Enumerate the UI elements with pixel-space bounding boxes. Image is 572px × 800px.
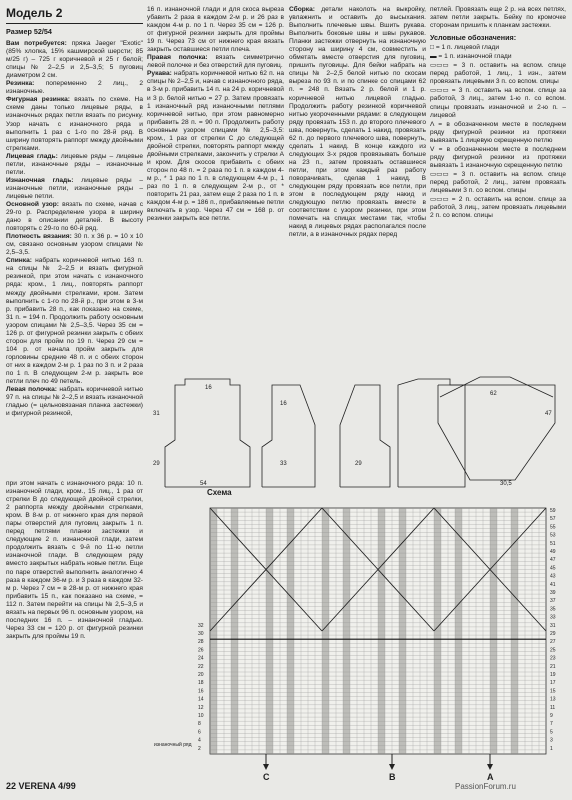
row-number: 17 xyxy=(550,680,556,687)
schema-chart xyxy=(150,496,566,781)
back-label-side-2: 29 xyxy=(153,461,160,467)
paragraph xyxy=(6,386,143,418)
paragraph-heading: Вам потребуется: xyxy=(6,40,67,48)
paragraph-text: попеременно 2 лиц., 2 изнаночные. xyxy=(6,80,143,96)
row-number: 37 xyxy=(550,598,556,605)
paragraph-text: пряжа Jaeger "Exotic" (85% хлопка, 15% кашмирской шерсти; 85 м/25 г) – 725 г коричневой и 25 г белой; спицы № 2–2,5 и 2,5–3,5; 5 пуговиц диаметром 2 см. xyxy=(6,40,143,80)
row-number: 25 xyxy=(550,647,556,654)
row-number: 49 xyxy=(550,549,556,555)
paragraph xyxy=(6,201,143,233)
row-number: 53 xyxy=(550,532,556,539)
legend-item: ▭▭▭ = 3 п. оставить на вспом. спице перед работой, 2 лиц., затем провязать лицевыми 3 п. со вспом. спицы xyxy=(430,170,566,194)
row-number: 11 xyxy=(550,704,556,711)
legend-item: V = в обозначенном месте в последнем ряду фигурной резинки из протяжки вывязать 1 изнаночную скрещенную петлю xyxy=(430,145,566,169)
paragraph xyxy=(6,96,143,152)
paragraph-text: петлей. Провязать еще 2 р. на всех петлях, затем петли закрыть. Бейку по кромочке сторонам пришить к планкам застежки. xyxy=(430,6,566,30)
row-number-left: 4 xyxy=(198,737,201,744)
body-pattern-outline xyxy=(398,379,465,487)
paragraph xyxy=(6,153,143,177)
paragraph-text: 30 п. x 36 р. = 10 x 10 см, связано основным узором спицами № 2,5–3,5. xyxy=(6,233,143,257)
back-label-top: 16 xyxy=(205,385,212,391)
row-number: 29 xyxy=(550,631,556,637)
legend-item: ▭▭▭ = 3 п. оставить на вспом. спице за работой, 3 лиц., затем 1-ю п. со вспом. спицы провязать изнаночной и 2-ю п. – лицевой xyxy=(430,87,566,119)
paragraph-heading: Спинка: xyxy=(6,257,32,265)
paragraph-heading: Плотность вязания: xyxy=(6,233,72,241)
row-number: 45 xyxy=(550,565,556,572)
row-number-left: 18 xyxy=(198,680,204,687)
row-number-left: 10 xyxy=(198,713,204,719)
text-column-3 xyxy=(289,6,426,378)
paragraph-text: вязать по схеме, начав с 29-го р. Распределение узора в ширину дано в описании деталей. В высоту повторять с 29-го по 60-й ряд. xyxy=(6,200,143,233)
front-label-side: 33 xyxy=(280,461,287,467)
row-number: 7 xyxy=(550,721,553,728)
legend-item: Λ = в обозначенном месте в последнем ряду фигурной резинки из протяжки вывязать 1 лицевую скрещенную петлю xyxy=(430,120,566,144)
legend-item: ▭▭▭ = 3 п. оставить на вспом. спице перед работой, 1 лиц., 1 изн., затем провязать лицевыми 3 п. со вспом. спицы xyxy=(430,62,566,86)
pattern-diagrams xyxy=(150,375,566,490)
instructions-part-2 xyxy=(147,6,284,223)
paragraph-text: 16 п. изнаночной глади и для скоса выреза убавить 2 раза в каждом 2-м р. и 26 раз в каждом 4-м р. по 1 п. Через 35 см = 126 р. от фигурной резинки закрыть для проймы 19 п. Через 73 см от нижнего края вязать закрыть оставшиеся петли плеча. xyxy=(147,6,284,54)
paragraph-text: набрать коричневой нитью 163 п. на спицы № 2–2,5 и вязать фигурной резинкой, при этом начать с изнаночного ряда: кром., 1 лиц., повторять раппорт между двойными стрелками, кром. Затем выполнить с 1-го по 28-й р., при этом в 3-м р. прибавить 28 п., как показано на схеме, 31 п. = 194 п. Продолжить работу основным узором спицами № 2,5–3,5. Через 35 см = 126 р. от фигурной резинки закрыть с обеих сторон для пройм по 19 п. Через 29 см = 104 р. от начала пройм закрыть для горловины средние 48 п. и с обеих сторон от них в каждом 2-м р. 1 раз по 3 п. и 2 раза по 1 п. В следующем 2-м р. закрыть все петли плеч по 49 петель. xyxy=(6,257,143,386)
row-number: 9 xyxy=(550,713,553,719)
paragraph-text: набрать коричневой нитью 97 п. на спицы № 2–2,5 и вязать изнаночной гладью (= цельновязаная планка застежки) и фигурной резинкой, xyxy=(6,386,143,418)
row-number: 35 xyxy=(550,606,556,613)
paragraph-text: набрать коричневой нитью 62 п. на спицы № 2–2,5 и, начав с изнаночного ряда, в 3-м р. прибавить 14 п. на 24 р. коричневой и 3 р. белой нитью = 27 р. Затем провязать 1 изнаночный ряд изнаночными петлями коричневой нитью, при этом равномерно прибавить 28 п. = 90 п. Продолжить работу основным узором спицами № 2,5–3,5: кром., 1 раз от стрелки C до следующей двойной стрелки, повторять раппорт между двойными стрелками, закончить у стрелки A и кром. Для скосов прибавить с обеих сторон по 48 п. = 2 раза по 1 п. в каждом 4-м р., * 1 раз по 1 п. в следующем 4-м р., 1 раз по 1 п. в следующем 2-м р., от * повторить 21 раз, затем еще 2 раза по 1 п. в каждом 4-м р. = 186 п., прибавляемые петли включать в узор. Через 47 см = 168 р. от резинки закрыть все петли. xyxy=(147,70,284,223)
paragraph xyxy=(6,80,143,96)
paragraph-heading: Фигурная резинка: xyxy=(6,96,70,104)
paragraph xyxy=(6,233,143,257)
text-column-4 xyxy=(430,6,566,378)
model-size: Размер 52/54 xyxy=(6,27,52,36)
row-number-left: 22 xyxy=(198,663,204,670)
arrow-head xyxy=(487,764,493,770)
row-number: 33 xyxy=(550,614,556,621)
paragraph-text: при этом начать с изнаночного ряда: 10 п. изнаночной глади, кром., 15 лиц., 1 раз от стрелки B до следующей двойной стрелки, 2 раппорта между двойными стрелками, кром. В 8-м р. от нижнего края для первой пары отверстий для пуговиц закрыть 1 п. перед петлями планки застежки и следующие 2 п. изнаночной глади, затем продолжить вязать с 9-й по 11-ю петли изнаночной глади. В следующем ряду вместо закрытых набрать новые петли. Еще по паре отверстий выполнить аналогично 4 раза в каждом 36-м р. и 3 раза в каждом 32-м р. Через 7 см = в 28-м р. от нижнего края прибавить 15 п., как показано на схеме, = 112 п. Затем перейти на спицы № 2,5–3,5 и вязать на первых 96 п. основным узором, на последних 16 п. – изнаночной гладью. Через 33 см = 120 р. от фигурной резинки закрыть для проймы 19 п. xyxy=(6,480,143,640)
paragraph xyxy=(430,6,566,30)
back-pattern-outline xyxy=(165,379,250,487)
back-label-bottom: 54 xyxy=(200,481,207,487)
paragraph xyxy=(6,480,143,641)
instructions-part-4 xyxy=(430,6,566,30)
legend-title: Условные обозначения: xyxy=(430,33,517,43)
row-number-left: 32 xyxy=(198,622,204,629)
row-number-left: 12 xyxy=(198,704,204,711)
arrow-label: A xyxy=(487,772,494,781)
paragraph-text: лицевые ряды – изнаночные петли, изнаночные ряды – лицевые петли. xyxy=(6,176,143,200)
row-number-left: 2 xyxy=(198,745,201,752)
row-number: 27 xyxy=(550,639,556,646)
sleeve-label-bottom: 30,5 xyxy=(500,481,512,487)
row-number: 47 xyxy=(550,557,556,564)
row-number-left: 16 xyxy=(198,688,204,695)
paragraph-heading: Сборка: xyxy=(289,6,315,13)
row-number: 57 xyxy=(550,516,556,523)
row-number-left: 26 xyxy=(198,647,204,654)
paragraph-heading: Лицевая гладь: xyxy=(6,152,58,160)
paragraph-heading: Изнаночная гладь: xyxy=(6,176,74,184)
sleeve-label-top: 62 xyxy=(490,391,497,397)
instructions-part-1 xyxy=(6,40,143,418)
paragraph-heading: Правая полочка: xyxy=(147,54,208,62)
paragraph xyxy=(289,6,426,239)
paragraph-text: вязать по схеме. На схеме даны только лицевые ряды, в изнаночных рядах петли вязать по рисунку. Узор начать с изнаночного ряда и выполнить 1 раз с 1-го по 28-й ряд. В ширину повторять раппорт между двойными стрелками. xyxy=(6,96,143,152)
row-number: 31 xyxy=(550,622,556,629)
instructions-part-1b xyxy=(6,480,143,641)
row-number: 41 xyxy=(550,581,556,588)
row-number: 59 xyxy=(550,508,556,514)
paragraph xyxy=(6,177,143,201)
schema-grid xyxy=(210,508,546,754)
schema-title: Схема xyxy=(207,488,232,497)
legend-list xyxy=(430,44,566,220)
row-number: 55 xyxy=(550,524,556,531)
front-label-side-2: 29 xyxy=(355,461,362,467)
front-label-top: 16 xyxy=(280,401,287,407)
row-number: 13 xyxy=(550,696,556,703)
row-number: 19 xyxy=(550,672,556,678)
paragraph-text: детали наколоть на выкройку, увлажнить и оставить до высыхания. Выполнить плечевые швы. Вшить рукава. Выполнить боковые швы и швы рукавов. Планки застежки отвернуть на изнаночную сторону на ширину 4 см, совместить и обметать вместе отверстия для пуговиц, пришить пуговицы. Для бейки набрать на спицы № 2–2,5 белой нитью по скосам выреза по 93 п. и по спинке со спицами 62 п. = 248 п. Вязать 2 р. белой и 1 р. коричневой нитью лицевой гладью. Продолжить работу резинкой коричневой нитью укороченными рядами: в следующем ряду провязать 153 п. до второго плечевого шва, повернуть, сделать 1 накид, провязать 62 п. до первого плечевого шва, повернуть, сделать 1 накид. В конце каждого из следующих 3-х рядов провязывать больше на 23 п., затем провязать оставшиеся петли, при этом каждый раз работу поворачивать, сделав 1 накид. В следующем ряду провязать все петли, при этом в последующем ряду накид и следующую петлю провязать вместе в соответствии с узором резинки, при этом помечать на спицах местами так, чтобы накид в лицевых рядах располагался после петли, а в изнаночных рядах перед xyxy=(289,6,426,239)
row-number: 39 xyxy=(550,590,556,596)
paragraph-heading: Рукава: xyxy=(147,70,172,78)
arrow-label: C xyxy=(263,772,270,781)
row-number: 1 xyxy=(550,745,553,752)
arrow-head xyxy=(389,764,395,770)
row-number: 15 xyxy=(550,688,556,695)
row-number-left: 8 xyxy=(198,721,201,728)
sleeve-label-side: 47 xyxy=(545,411,552,417)
paragraph xyxy=(147,70,284,223)
purl-row-label: изнаночный ряд xyxy=(154,742,192,748)
row-number: 23 xyxy=(550,655,556,662)
page-footer: 22 VERENA 4/99 xyxy=(6,781,76,791)
row-number-left: 20 xyxy=(198,672,204,678)
legend-item: ▬ = 1 п. изнаночной глади xyxy=(430,53,512,61)
model-title: Модель 2 xyxy=(6,6,143,24)
arrow-label: B xyxy=(389,772,396,781)
row-number-left: 14 xyxy=(198,696,204,703)
paragraph xyxy=(147,6,284,54)
row-number: 21 xyxy=(550,663,556,670)
paragraph-text: вязать симметрично левой полочке и без отверстий для пуговиц. xyxy=(147,54,284,70)
row-number-left: 6 xyxy=(198,729,201,736)
row-number: 43 xyxy=(550,573,556,580)
paragraph xyxy=(147,54,284,70)
legend-item: □ = 1 п. лицевой глади xyxy=(430,44,500,52)
paragraph-heading: Левая полочка: xyxy=(6,386,57,394)
watermark: PassionForum.ru xyxy=(455,782,516,791)
paragraph-text: лицевые ряды – лицевые петли, изнаночные ряды – изнаночные петли. xyxy=(6,152,143,176)
row-number: 51 xyxy=(550,540,556,547)
row-number-left: 24 xyxy=(198,655,204,662)
arrow-head xyxy=(263,764,269,770)
text-column-1 xyxy=(6,6,143,476)
paragraph-heading: Резинка: xyxy=(6,80,35,88)
row-number-left: 28 xyxy=(198,639,204,646)
text-column-1-continued xyxy=(6,480,143,770)
legend-item: ▭▭▭ = 2 п. оставить на вспом. спице за работой, 3 лиц., затем провязать лицевыми 2 п. со вспом. спицы xyxy=(430,196,566,220)
row-number: 3 xyxy=(550,737,553,744)
paragraph xyxy=(6,40,143,80)
instructions-part-3 xyxy=(289,6,426,239)
row-number-left: 30 xyxy=(198,631,204,637)
text-column-2 xyxy=(147,6,284,378)
back-label-side: 31 xyxy=(153,411,160,417)
paragraph xyxy=(6,257,143,386)
paragraph-heading: Основной узор: xyxy=(6,200,59,208)
row-number: 5 xyxy=(550,729,553,736)
